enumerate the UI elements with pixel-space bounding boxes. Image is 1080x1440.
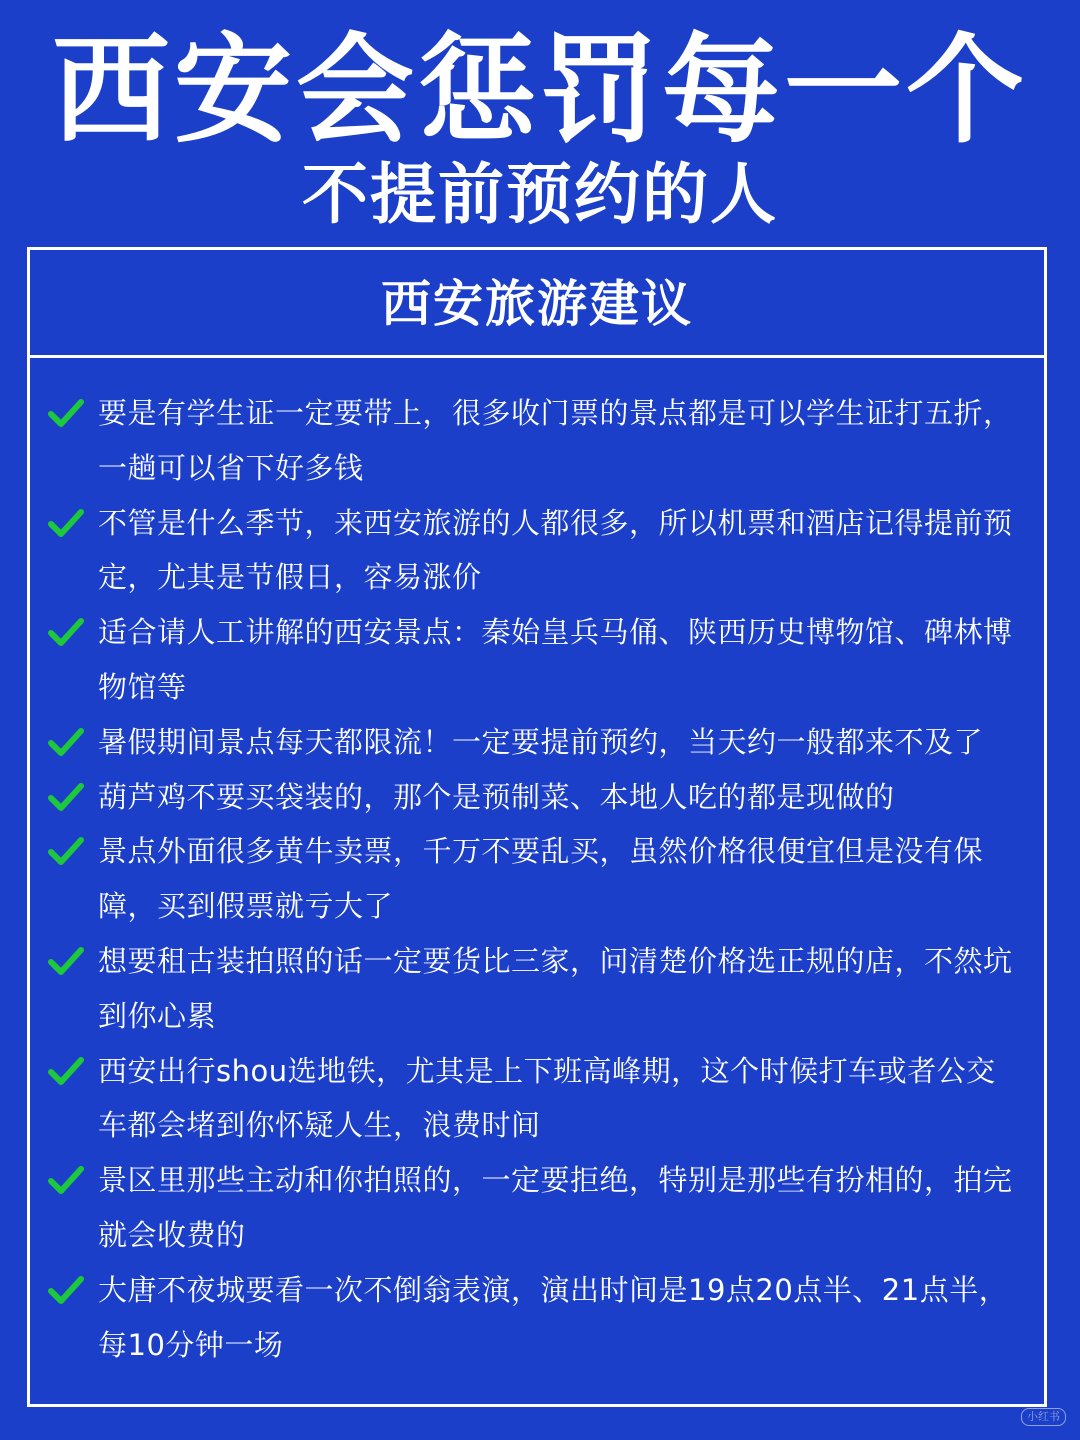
check-icon — [48, 1056, 84, 1086]
tip-text: 葫芦鸡不要买袋装的，那个是预制菜、本地人吃的都是现做的 — [98, 779, 895, 814]
check-icon — [48, 508, 84, 538]
tip-text: 大唐不夜城要看一次不倒翁表演，演出时间是19点20点半、21点半，每10分钟一场 — [98, 1272, 1009, 1362]
tip-item — [30, 715, 1044, 770]
tip-text: 西安出行shou选地铁，尤其是上下班高峰期，这个时候打车或者公交车都会堵到你怀疑人生，浪费时间 — [98, 1053, 996, 1143]
page-subtitle: 不提前预约的人 — [302, 156, 778, 233]
tip-text: 景区里那些主动和你拍照的，一定要拒绝，特别是那些有扮相的，拍完就会收费的 — [98, 1163, 1013, 1252]
check-icon — [48, 617, 84, 647]
check-icon — [48, 1275, 84, 1305]
tip-text: 暑假期间景点每天都限流！一定要提前预约，当天约一般都来不及了 — [98, 724, 984, 759]
check-icon — [48, 1165, 84, 1195]
tip-text: 想要租古装拍照的话一定要货比三家，问清楚价格选正规的店，不然坑到你心累 — [98, 943, 1013, 1033]
tip-item — [30, 1263, 1044, 1373]
check-icon — [48, 836, 84, 866]
check-icon — [48, 946, 84, 976]
tip-item — [30, 605, 1044, 715]
check-icon — [48, 398, 84, 428]
tip-text: 景点外面很多黄牛卖票，千万不要乱买，虽然价格很便宜但是没有保障，买到假票就亏大了 — [98, 834, 984, 924]
check-icon — [48, 727, 84, 757]
tip-text: 适合请人工讲解的西安景点：秦始皇兵马俑、陕西历史博物馆、碑林博物馆等 — [98, 615, 1013, 704]
check-icon — [48, 782, 84, 812]
tip-item — [30, 934, 1044, 1044]
tip-text: 要是有学生证一定要带上，很多收门票的景点都是可以学生证打五折，一趟可以省下好多钱 — [98, 396, 1013, 485]
tip-item — [30, 1153, 1044, 1263]
tips-panel — [27, 247, 1047, 1407]
tip-item — [30, 770, 1044, 825]
tip-item — [30, 386, 1044, 496]
watermark-logo: 小红书 — [1021, 1408, 1066, 1426]
tip-item — [30, 824, 1044, 934]
tip-text: 不管是什么季节，来西安旅游的人都很多，所以机票和酒店记得提前预定，尤其是节假日，容易涨价 — [98, 505, 1013, 595]
tip-item — [30, 1044, 1044, 1154]
panel-heading: 西安旅游建议 — [30, 250, 1044, 358]
tip-item — [30, 496, 1044, 606]
page-title: 西安会惩罚每一个 — [51, 21, 1028, 159]
tips-list — [30, 386, 1044, 1372]
